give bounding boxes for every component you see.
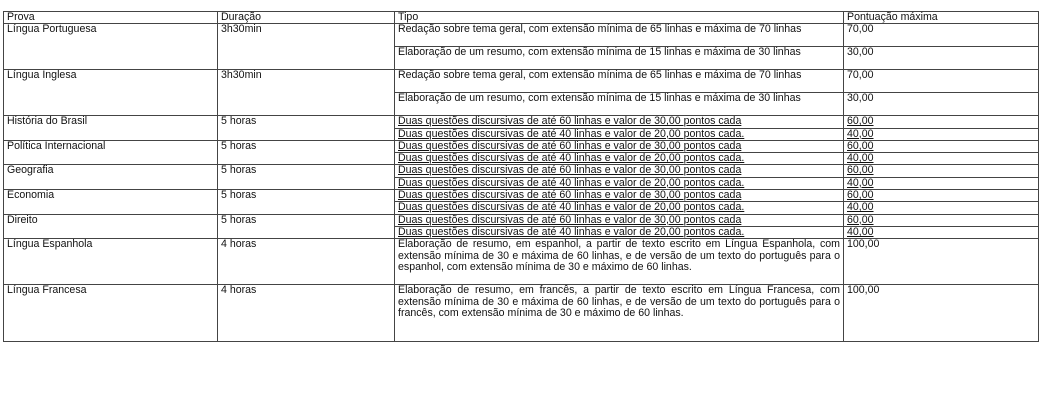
duracao-cell: 5 horas [218,165,395,190]
table-row [4,165,1039,177]
pontos-cell: 60,00 [844,116,1039,128]
header-tipo: Tipo [395,12,844,24]
duracao-cell: 5 horas [218,214,395,239]
duracao-cell: 5 horas [218,140,395,165]
duracao-cell: 4 horas [218,239,395,285]
tipo-cell: Duas questões discursivas de até 60 linhas e valor de 30,00 pontos cada [395,214,844,226]
duracao-cell: 5 horas [218,190,395,215]
duracao-cell: 5 horas [218,116,395,141]
prova-cell: História do Brasil [4,116,218,141]
header-pontuacao: Pontuação máxima [844,12,1039,24]
prova-cell: Língua Portuguesa [4,24,218,70]
pontos-cell: 60,00 [844,140,1039,152]
pontos-cell: 40,00 [844,226,1039,238]
pontos-cell: 100,00 [844,239,1039,285]
tipo-cell: Elaboração de um resumo, com extensão mínima de 15 linhas e máxima de 30 linhas [395,47,844,70]
table-row [4,214,1039,226]
duracao-cell: 3h30min [218,24,395,70]
tipo-cell: Duas questões discursivas de até 60 linhas e valor de 30,00 pontos cada [395,116,844,128]
tipo-cell: Duas questões discursivas de até 40 linhas e valor de 20,00 pontos cada. [395,153,844,165]
pontos-cell: 40,00 [844,202,1039,214]
header-duracao: Duração [218,12,395,24]
tipo-cell: Duas questões discursivas de até 60 linhas e valor de 30,00 pontos cada [395,190,844,202]
pontos-cell: 60,00 [844,214,1039,226]
tipo-cell: Duas questões discursivas de até 60 linhas e valor de 30,00 pontos cada [395,140,844,152]
table-row [4,70,1039,93]
prova-cell: Língua Francesa [4,285,218,342]
duracao-cell: 4 horas [218,285,395,342]
prova-cell: Política Internacional [4,140,218,165]
pontos-cell: 40,00 [844,153,1039,165]
tipo-cell: Elaboração de resumo, em espanhol, a partir de texto escrito em Língua Espanhola, com extensão mínima de 30 e máxima de 60 linhas, e de versão de um texto do português para o espanhol, com extensão mínima de 30 e máximo de 60 linhas. [395,239,844,285]
prova-cell: Língua Inglesa [4,70,218,116]
tipo-cell: Redação sobre tema geral, com extensão mínima de 65 linhas e máxima de 70 linhas [395,70,844,93]
prova-cell: Geografia [4,165,218,190]
pontos-cell: 60,00 [844,190,1039,202]
pontos-cell: 70,00 [844,24,1039,47]
pontos-cell: 70,00 [844,70,1039,93]
pontos-cell: 40,00 [844,177,1039,189]
pontos-cell: 100,00 [844,285,1039,342]
table-row [4,140,1039,152]
header-prova: Prova [4,12,218,24]
tipo-cell: Duas questões discursivas de até 40 linhas e valor de 20,00 pontos cada. [395,128,844,140]
pontos-cell: 30,00 [844,47,1039,70]
pontos-cell: 40,00 [844,128,1039,140]
tipo-cell: Duas questões discursivas de até 40 linhas e valor de 20,00 pontos cada. [395,202,844,214]
table-row [4,239,1039,285]
tipo-cell: Elaboração de resumo, em francês, a partir de texto escrito em Língua Francesa, com extensão mínima de 30 e máxima de 60 linhas, e de versão de um texto do português para o francês, com extensão mínima de 30 e máximo de 60 linhas. [395,285,844,342]
table-row [4,285,1039,342]
prova-cell: Direito [4,214,218,239]
tipo-cell: Redação sobre tema geral, com extensão mínima de 65 linhas e máxima de 70 linhas [395,24,844,47]
tipo-cell: Elaboração de um resumo, com extensão mínima de 15 linhas e máxima de 30 linhas [395,93,844,116]
tipo-cell: Duas questões discursivas de até 40 linhas e valor de 20,00 pontos cada. [395,226,844,238]
table-row [4,116,1039,128]
pontos-cell: 30,00 [844,93,1039,116]
table-header-row [4,12,1039,24]
tipo-cell: Duas questões discursivas de até 40 linhas e valor de 20,00 pontos cada. [395,177,844,189]
cropped-text-above-table [0,0,1042,8]
prova-cell: Economia [4,190,218,215]
pontos-cell: 60,00 [844,165,1039,177]
exam-table [3,11,1039,342]
table-row [4,190,1039,202]
tipo-cell: Duas questões discursivas de até 60 linhas e valor de 30,00 pontos cada [395,165,844,177]
prova-cell: Língua Espanhola [4,239,218,285]
duracao-cell: 3h30min [218,70,395,116]
table-row [4,24,1039,47]
